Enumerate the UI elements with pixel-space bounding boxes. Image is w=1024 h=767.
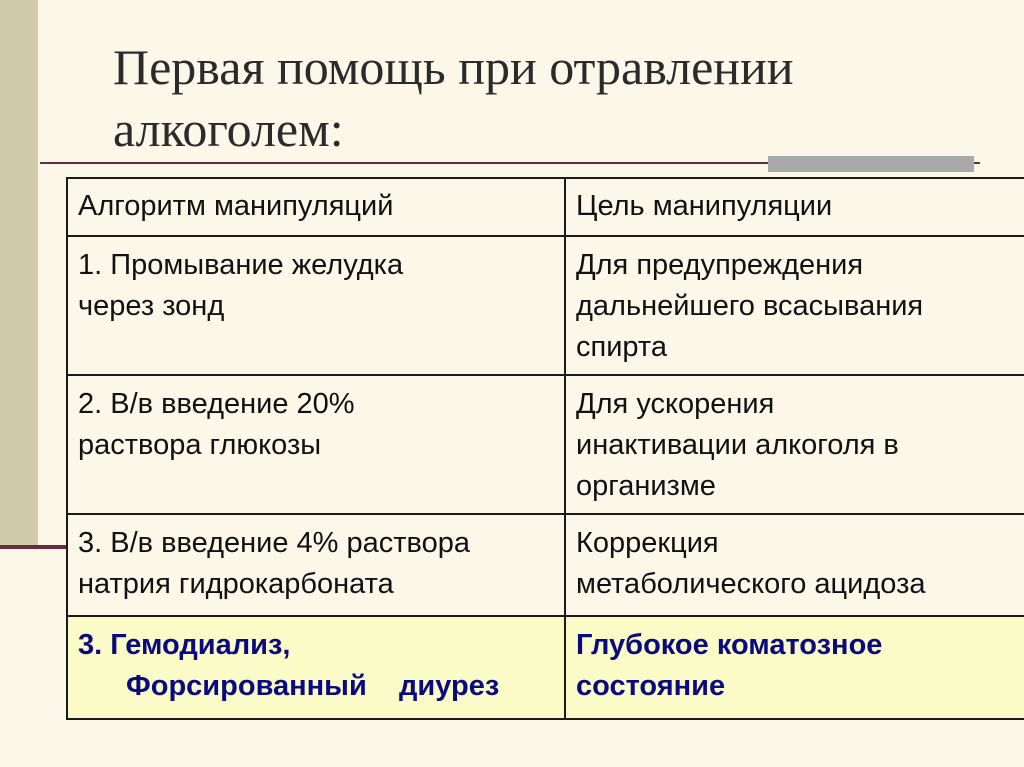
- cell-line: 1. Промывание желудка: [78, 249, 404, 281]
- table-row: [67, 514, 1024, 616]
- cell-line: организме: [576, 470, 716, 502]
- decorative-side-band-edge: [0, 545, 68, 549]
- cell-line: спирта: [576, 331, 667, 363]
- decorative-side-band: [0, 0, 38, 545]
- table-header-row: [67, 178, 1024, 236]
- header-cell-algorithm: Алгоритм манипуляций: [67, 178, 565, 236]
- cell-line: дальнейшего всасывания: [576, 290, 924, 322]
- purpose-cell: [565, 236, 1024, 375]
- decorative-accent-bar: [768, 156, 974, 172]
- purpose-cell: [565, 375, 1024, 514]
- cell-line: Для предупреждения: [576, 249, 864, 281]
- table-row-highlighted: [67, 616, 1024, 719]
- cell-line: раствора глюкозы: [78, 429, 322, 461]
- table-row: [67, 375, 1024, 514]
- purpose-cell: [565, 616, 1024, 719]
- algorithm-cell: [67, 514, 565, 616]
- cell-line: натрия гидрокарбоната: [78, 568, 394, 600]
- slide-title: [113, 36, 913, 160]
- purpose-cell: [565, 514, 1024, 616]
- cell-line: 3. Гемодиализ,: [78, 629, 291, 661]
- slide-title-line-1: Первая помощь при отравлении: [113, 39, 794, 95]
- cell-line: метаболического ацидоза: [576, 568, 926, 600]
- cell-line: Для ускорения: [576, 388, 775, 420]
- cell-line: инактивации алкоголя в: [576, 429, 899, 461]
- table-row: [67, 236, 1024, 375]
- algorithm-cell: [67, 616, 565, 719]
- cell-line: состояние: [576, 670, 726, 702]
- cell-line: 3. В/в введение 4% раствора: [78, 527, 471, 559]
- cell-line: 2. В/в введение 20%: [78, 388, 355, 420]
- header-cell-purpose: Цель манипуляции: [565, 178, 1024, 236]
- first-aid-table: [66, 177, 1024, 720]
- cell-line: Форсированный диурез: [126, 670, 500, 702]
- cell-line: через зонд: [78, 290, 225, 322]
- slide-title-line-2: алкоголем:: [113, 101, 344, 157]
- cell-line: Коррекция: [576, 527, 719, 559]
- algorithm-cell: [67, 375, 565, 514]
- algorithm-cell: [67, 236, 565, 375]
- cell-line: Глубокое коматозное: [576, 629, 883, 661]
